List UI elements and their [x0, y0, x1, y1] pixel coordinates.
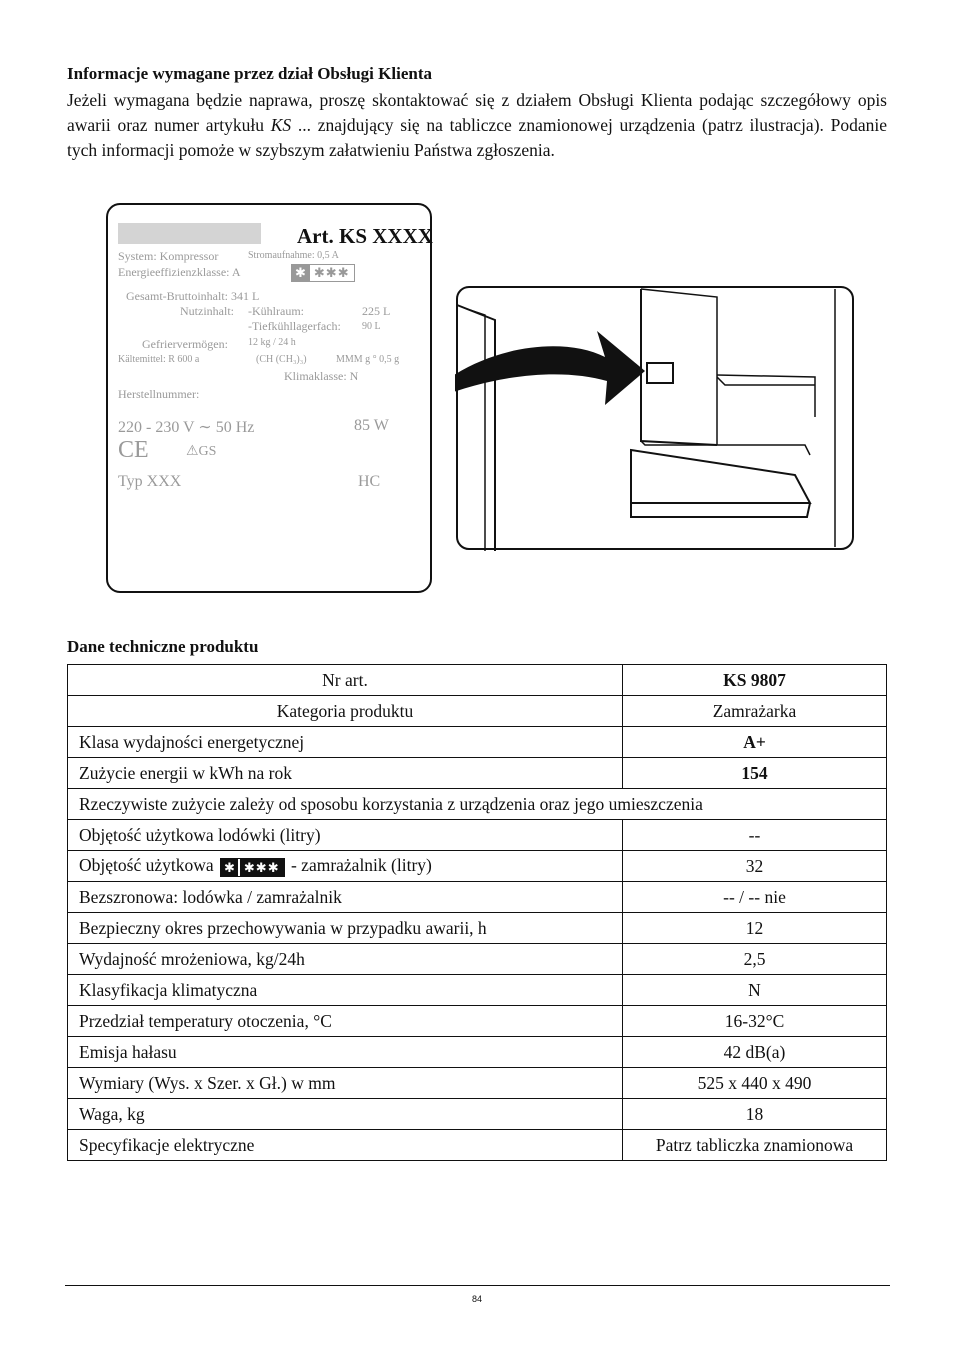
table-row: [68, 727, 887, 758]
spec-label: Emisja hałasu: [68, 1037, 623, 1068]
spec-label-pre: Objętość użytkowa: [79, 855, 214, 876]
plate-klima: Klimaklasse: N: [284, 369, 359, 383]
spec-value: Zamrażarka: [623, 696, 887, 727]
plate-kuehl: -Kühlraum:: [248, 304, 304, 318]
plate-kaelte: Kältemittel: R 600 a: [118, 354, 200, 365]
table-row: [68, 975, 887, 1006]
gs-mark-icon: ⚠GS: [186, 444, 217, 459]
spec-label: Zużycie energii w kWh na rok: [68, 758, 623, 789]
table-row: [68, 665, 887, 696]
spec-value: 32: [623, 851, 887, 882]
table-row: [68, 1068, 887, 1099]
plate-hc: HC: [358, 473, 381, 490]
para-text-end: ... znajdujący się na tabliczce znamionowej urządzenia (patrz ilustracja). Podanie tych informacji pomoże w szybszym załatwieniu Państwa zgłoszenia.: [67, 115, 887, 160]
rating-plate: [106, 203, 432, 593]
spec-value: Patrz tabliczka znamionowa: [623, 1130, 887, 1161]
spec-label: [68, 851, 623, 882]
spec-value: N: [623, 975, 887, 1006]
plate-star-triple: ✱✱✱: [313, 265, 350, 280]
fridge-illustration: [455, 285, 855, 551]
plate-brutto: Gesamt-Bruttoinhalt: 341 L: [126, 289, 260, 303]
spec-note: Rzeczywiste zużycie zależy od sposobu korzystania z urządzenia oraz jego umieszczenia: [68, 789, 887, 820]
plate-tief: -Tiefkühllagerfach:: [248, 319, 341, 333]
tech-heading: Dane techniczne produktu: [67, 637, 259, 656]
plate-art-number: Art. KS XXXX: [297, 224, 433, 248]
spec-label: Bezszronowa: lodówka / zamrażalnik: [68, 882, 623, 913]
spec-label: Wymiary (Wys. x Szer. x Gł.) w mm: [68, 1068, 623, 1099]
table-row: [68, 913, 887, 944]
spec-value: 42 dB(a): [623, 1037, 887, 1068]
plate-tief-val: 90 L: [362, 321, 381, 332]
spec-label: Bezpieczny okres przechowywania w przypadku awarii, h: [68, 913, 623, 944]
fridge-frame: [457, 287, 853, 549]
rating-plate-location: [647, 363, 673, 383]
table-row: [68, 1130, 887, 1161]
spec-value: KS 9807: [623, 665, 887, 696]
plate-star-single: ✱: [292, 265, 310, 281]
info-paragraph: [67, 88, 887, 163]
spec-label: Objętość użytkowa lodówki (litry): [68, 820, 623, 851]
para-article-keyword: KS: [270, 115, 292, 135]
spec-label: Przedział temperatury otoczenia, °C: [68, 1006, 623, 1037]
para-text: Jeżeli wymagana będzie naprawa, proszę skontaktować się z działem Obsługi Klienta podając szczegółowy opis awarii oraz numer artykułu: [67, 90, 887, 135]
spec-value: 525 x 440 x 490: [623, 1068, 887, 1099]
table-row: [68, 1006, 887, 1037]
plate-gefrier: Gefriervermögen:: [142, 337, 228, 351]
spec-value: 12: [623, 913, 887, 944]
spec-label: Wydajność mrożeniowa, kg/24h: [68, 944, 623, 975]
spec-value: 2,5: [623, 944, 887, 975]
plate-system: System: Kompressor: [118, 249, 219, 263]
plate-nutz: Nutzinhalt:: [180, 304, 234, 318]
plate-redacted-bar: [118, 223, 261, 244]
plate-voltage: 220 - 230 V ∼ 50 Hz: [118, 419, 255, 436]
spec-value: 16-32°C: [623, 1006, 887, 1037]
ce-mark-icon: CE: [118, 437, 149, 463]
table-row: [68, 944, 887, 975]
plate-watt: 85 W: [354, 417, 389, 434]
footer-rule: [65, 1285, 890, 1286]
plate-star-icon: [291, 264, 355, 282]
spec-label-post: - zamrażalnik (litry): [290, 855, 432, 876]
info-heading: Informacje wymagane przez dział Obsługi Klienta: [67, 64, 432, 83]
spec-value: -- / -- nie: [623, 882, 887, 913]
spec-table: [67, 664, 887, 1161]
table-row: [68, 1037, 887, 1068]
spec-label: Nr art.: [68, 665, 623, 696]
star-triple: ✱✱✱: [238, 859, 284, 876]
spec-label: Klasyfikacja klimatyczna: [68, 975, 623, 1006]
spec-label: Waga, kg: [68, 1099, 623, 1130]
plate-gefrier-val: 12 kg / 24 h: [248, 337, 296, 348]
spec-label: Specyfikacje elektryczne: [68, 1130, 623, 1161]
plate-typ: Typ XXX: [118, 473, 182, 490]
spec-label: Kategoria produktu: [68, 696, 623, 727]
table-row: [68, 820, 887, 851]
spec-value: 154: [623, 758, 887, 789]
plate-herstell: Herstellnummer:: [118, 387, 200, 401]
table-row: [68, 696, 887, 727]
table-row: [68, 851, 887, 882]
plate-ch: (CH (CH₃)₃): [256, 354, 307, 365]
spec-label: Klasa wydajności energetycznej: [68, 727, 623, 758]
table-row: [68, 789, 887, 820]
spec-value: A+: [623, 727, 887, 758]
plate-energie: Energieeffizienzklasse: A: [118, 265, 241, 279]
spec-value: 18: [623, 1099, 887, 1130]
star-single: ✱: [221, 859, 238, 876]
table-row: [68, 758, 887, 789]
plate-kuehl-val: 225 L: [362, 304, 391, 318]
page-number: 84: [471, 1294, 482, 1304]
table-row: [68, 1099, 887, 1130]
plate-mmm: MMM g ° 0,5 g: [336, 354, 400, 365]
freezer-star-icon: [220, 858, 285, 877]
table-row: [68, 882, 887, 913]
plate-strom: Stromaufnahme: 0,5 A: [248, 250, 339, 261]
spec-value: --: [623, 820, 887, 851]
